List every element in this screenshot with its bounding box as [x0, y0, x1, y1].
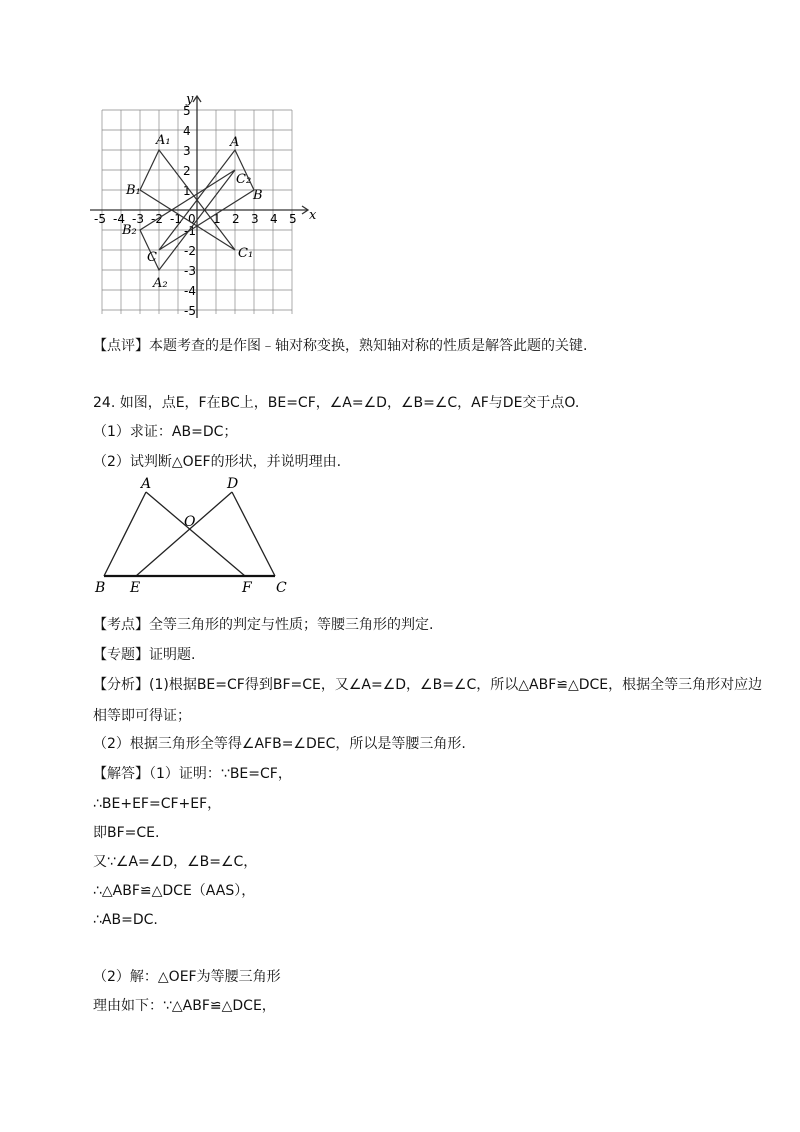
- jieda-text: 【解答】（1）证明：∵BE=CF，: [93, 766, 292, 782]
- point-label-a1: A₁: [156, 133, 171, 148]
- y-tick-label: -4: [184, 284, 196, 298]
- vertex-label-b: B: [95, 580, 106, 596]
- vertex-label-f: F: [242, 580, 252, 596]
- x-axis-label: x: [309, 208, 317, 223]
- y-tick-label: -2: [184, 244, 196, 258]
- segment-af: [146, 492, 245, 576]
- point-label-c2: C₂: [236, 172, 252, 187]
- question-24-part1: （1）求证：AB=DC；: [93, 424, 238, 440]
- proof-step-2: 即BF=CE.: [93, 825, 160, 841]
- segment-ab: [104, 492, 146, 576]
- axes: [90, 96, 308, 318]
- x-tick-label: 2: [232, 212, 240, 226]
- x-tick-label: -5: [94, 212, 106, 226]
- x-tick-label: 5: [289, 212, 297, 226]
- y-tick-labels: [183, 104, 196, 318]
- x-tick-label: -4: [113, 212, 125, 226]
- x-tick-label: 3: [251, 212, 259, 226]
- x-tick-label: 1: [213, 212, 221, 226]
- segment-de: [136, 492, 232, 576]
- vertex-label-o: O: [184, 514, 196, 530]
- y-tick-label: 4: [183, 124, 191, 138]
- fenxi-line-3: （2）根据三角形全等得∠AFB=∠DEC，所以是等腰三角形.: [93, 736, 466, 752]
- y-axis-label: y: [186, 92, 194, 107]
- point-label-c: C: [147, 250, 157, 265]
- vertex-label-d: D: [227, 476, 239, 492]
- y-tick-label: 5: [183, 104, 191, 118]
- x-tick-label: 4: [270, 212, 278, 226]
- part2-heading: （2）解：△OEF为等腰三角形: [93, 969, 281, 985]
- fenxi-line-2: 相等即可得证；: [93, 708, 191, 724]
- triangle-figure: [92, 476, 297, 598]
- proof-step-3: 又∵∠A=∠D，∠B=∠C，: [93, 854, 258, 870]
- vertex-label-a: A: [141, 476, 152, 492]
- point-label-b1: B₁: [126, 183, 141, 198]
- point-label-b2: B₂: [122, 223, 137, 238]
- comment-text: 【点评】本题考查的是作图﹣轴对称变换，熟知轴对称的性质是解答此题的关键.: [93, 338, 588, 354]
- x-tick-label: -2: [151, 212, 163, 226]
- question-24-stem: 24. 如图，点E，F在BC上，BE=CF，∠A=∠D，∠B=∠C，AF与DE交于点O.: [93, 395, 580, 411]
- vertex-label-e: E: [130, 580, 141, 596]
- y-tick-label: 1: [183, 184, 191, 198]
- question-24-part2: （2）试判断△OEF的形状，并说明理由.: [93, 454, 342, 470]
- kaodian-text: 【考点】全等三角形的判定与性质；等腰三角形的判定.: [93, 617, 434, 633]
- proof-step-5: ∴AB=DC.: [93, 912, 158, 928]
- y-tick-label: -5: [184, 304, 196, 318]
- vertex-label-c: C: [276, 580, 287, 596]
- x-tick-label: 0: [188, 212, 196, 226]
- point-label-c1: C₁: [238, 246, 254, 261]
- y-tick-label: -1: [184, 224, 196, 238]
- point-label-a: A: [230, 135, 240, 150]
- segment-dc: [232, 492, 275, 576]
- proof-step-1: ∴BE+EF=CF+EF，: [93, 796, 222, 812]
- coordinate-grid-figure: [80, 88, 330, 323]
- y-tick-label: 3: [183, 144, 191, 158]
- x-tick-label: -1: [170, 212, 182, 226]
- y-tick-label: -3: [184, 264, 196, 278]
- y-tick-label: 2: [183, 164, 191, 178]
- fenxi-line-1: 【分析】(1)根据BE=CF得到BF=CE，又∠A=∠D，∠B=∠C，所以△ABF≌△DCE，根据全等三角形对应边: [93, 677, 763, 693]
- proof-step-4: ∴△ABF≌△DCE（AAS），: [93, 883, 256, 899]
- zhuanti-text: 【专题】证明题.: [93, 647, 196, 663]
- x-tick-label: -3: [132, 212, 144, 226]
- point-label-b: B: [253, 188, 263, 203]
- triangle-abc: [159, 150, 254, 250]
- part2-reason: 理由如下：∵△ABF≌△DCE，: [93, 998, 276, 1014]
- point-label-a2: A₂: [153, 276, 168, 291]
